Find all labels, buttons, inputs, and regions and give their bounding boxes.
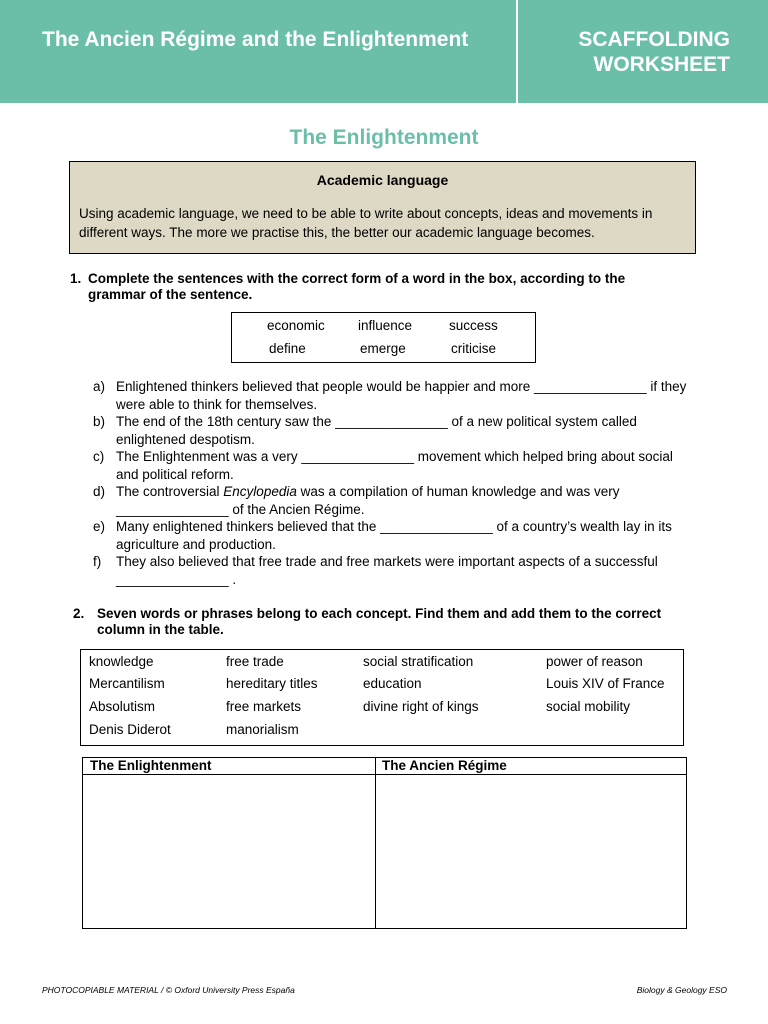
- header-title: The Ancien Régime and the Enlightenment: [42, 28, 469, 51]
- word-box-word: emerge: [360, 341, 406, 356]
- question-2-number: 2.: [73, 606, 85, 621]
- page-title: The Enlightenment: [289, 126, 479, 149]
- item-label: e): [93, 519, 106, 534]
- header-label-line1: SCAFFOLDING: [578, 28, 730, 51]
- word-box-word: influence: [358, 318, 413, 333]
- header-label-line2: WORKSHEET: [593, 53, 730, 76]
- question-2-text: Seven words or phrases belong to each concept. Find them and add them to the correct column in the table.: [97, 606, 662, 637]
- item-label: c): [93, 449, 105, 464]
- footer-copyright: PHOTOCOPIABLE MATERIAL / © Oxford University Press España: [42, 985, 295, 995]
- table-header-divider: [83, 774, 686, 775]
- worksheet-header: [0, 0, 768, 103]
- academic-box-title: Academic language: [316, 172, 449, 188]
- item-label: f): [93, 554, 102, 569]
- phrase-item: manorialism: [226, 722, 299, 737]
- item-label: b): [93, 414, 106, 429]
- phrase-item: Denis Diderot: [89, 722, 171, 737]
- phrase-item: social stratification: [363, 654, 474, 669]
- item-label: a): [93, 379, 106, 394]
- word-box-word: criticise: [451, 341, 497, 356]
- phrase-item: education: [363, 676, 422, 691]
- item-text: The end of the 18th century saw the _______________ of a new political system called enlightened despotism.: [116, 414, 637, 447]
- list-item: [93, 378, 693, 413]
- header-label: [578, 27, 730, 77]
- item-text: The Enlightenment was a very _______________ movement which helped bring about social and political reform.: [116, 449, 673, 482]
- header-divider: [516, 0, 518, 103]
- item-text-pre: The controversial: [116, 484, 224, 499]
- phrase-item: Louis XIV of France: [546, 676, 665, 691]
- phrase-item: Mercantilism: [89, 676, 165, 691]
- footer-subject: Biology & Geology ESO: [636, 985, 727, 995]
- phrase-box: [80, 649, 684, 746]
- question-1-items: [93, 378, 693, 588]
- list-item: [93, 448, 693, 483]
- question-1-text: Complete the sentences with the correct form of a word in the box, according to the grammar of the sentence.: [88, 271, 626, 302]
- phrase-item: free markets: [226, 699, 302, 714]
- list-item: [93, 483, 693, 518]
- phrase-item: Absolutism: [89, 699, 156, 714]
- phrase-item: knowledge: [89, 654, 154, 669]
- academic-box-text: Using academic language, we need to be able to write about concepts, ideas and movements in different ways. The more we practise this, the better our academic language becomes.: [79, 206, 653, 240]
- word-box: [231, 312, 536, 363]
- question-1-number: 1.: [70, 271, 82, 286]
- phrase-item: hereditary titles: [226, 676, 318, 691]
- list-item: [93, 518, 693, 553]
- concept-table: [82, 757, 687, 929]
- word-box-word: economic: [267, 318, 325, 333]
- list-item: [93, 553, 693, 588]
- list-item: [93, 413, 693, 448]
- item-text-italic: Encylopedia: [223, 484, 297, 499]
- phrase-item: free trade: [226, 654, 284, 669]
- table-header-enlightenment: The Enlightenment: [90, 758, 212, 773]
- phrase-item: power of reason: [546, 654, 643, 669]
- phrase-item: social mobility: [546, 699, 631, 714]
- word-box-word: define: [269, 341, 306, 356]
- item-label: d): [93, 484, 106, 499]
- item-text: Enlightened thinkers believed that people would be happier and more _______________ if they were able to think for themselves.: [116, 379, 687, 412]
- table-column-divider: [375, 758, 376, 928]
- word-box-word: success: [449, 318, 498, 333]
- academic-language-box: [69, 161, 696, 254]
- item-text-post: was a compilation of human knowledge and was very _______________ of the Ancien Régime.: [116, 484, 620, 517]
- phrase-item: divine right of kings: [363, 699, 479, 714]
- item-text: Many enlightened thinkers believed that the _______________ of a country’s wealth lay in its agriculture and production.: [116, 519, 672, 552]
- item-text: They also believed that free trade and free markets were important aspects of a successful _______________ .: [116, 554, 658, 587]
- table-header-ancien-regime: The Ancien Régime: [382, 758, 507, 773]
